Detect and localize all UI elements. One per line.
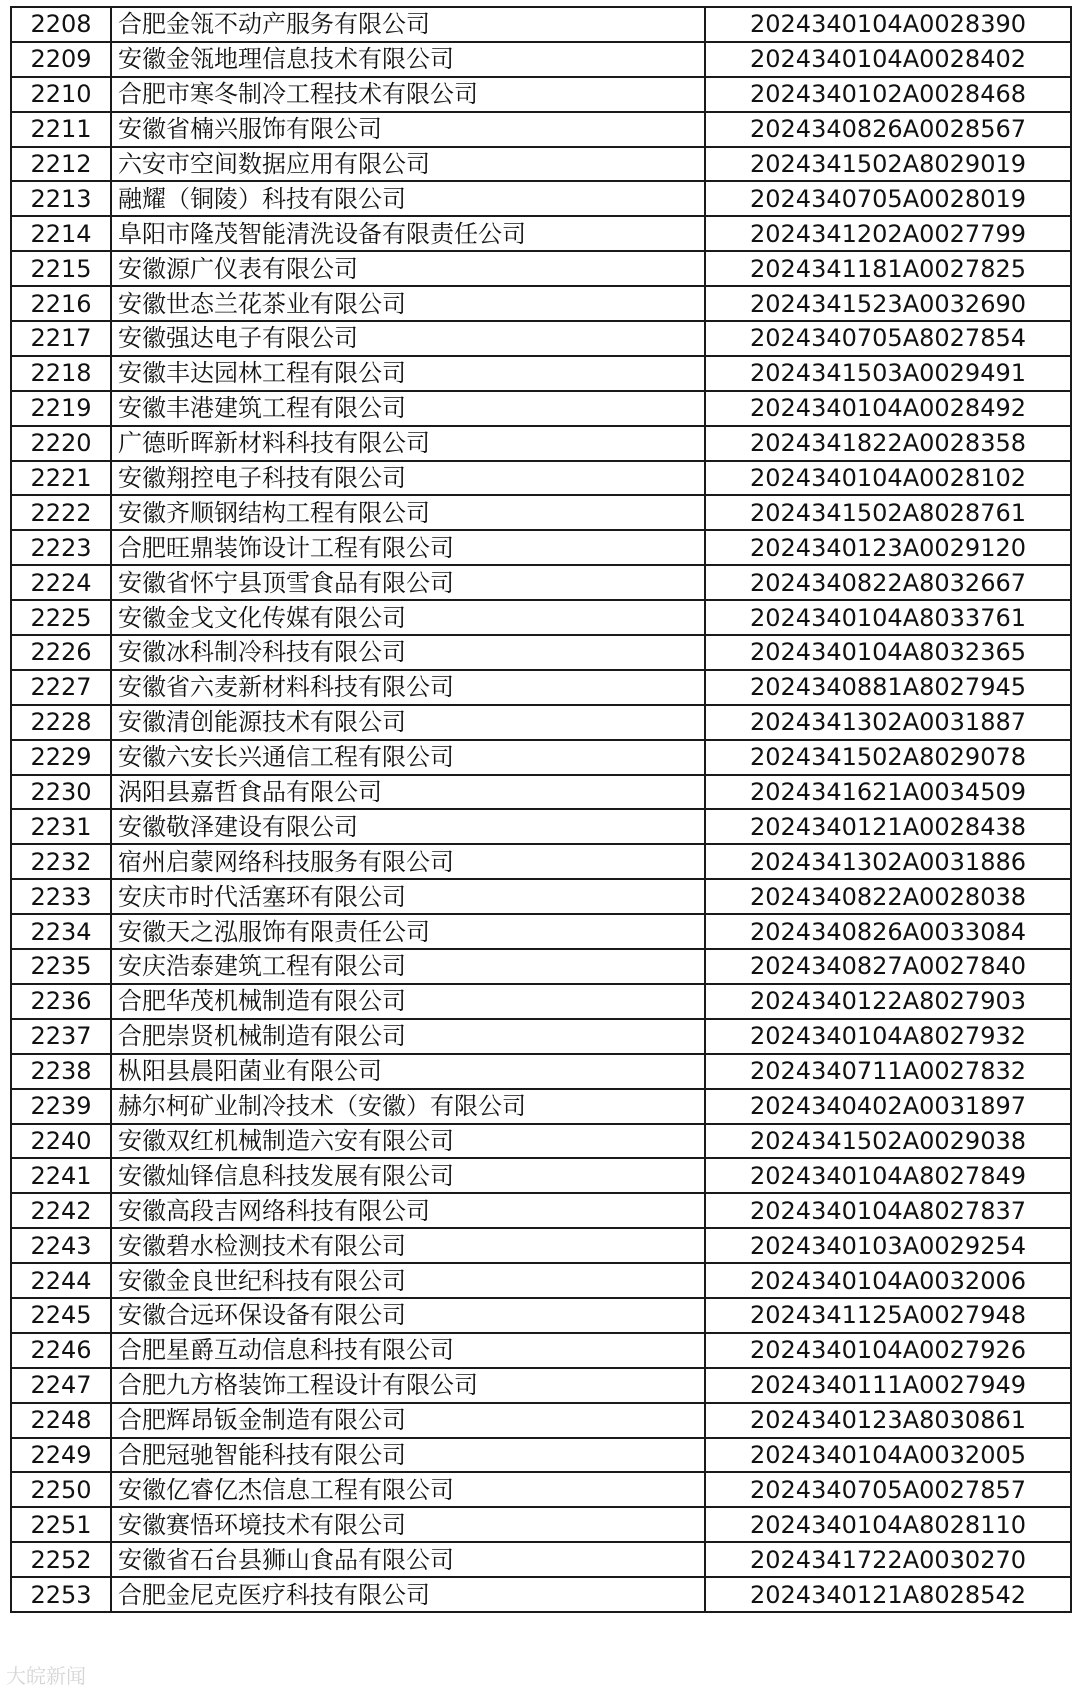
- registration-code-cell: 2024340111A0027949: [705, 1368, 1071, 1403]
- registration-code-cell: 2024340822A8032667: [705, 565, 1071, 600]
- company-name-cell: 融耀（铜陵）科技有限公司: [111, 181, 705, 216]
- table-row: [11, 775, 1071, 810]
- company-name-cell: 安徽高段吉网络科技有限公司: [111, 1193, 705, 1228]
- table-row: [11, 1298, 1071, 1333]
- row-number-cell: 2234: [11, 914, 111, 949]
- table-row: [11, 879, 1071, 914]
- registration-code-cell: 2024340103A0029254: [705, 1228, 1071, 1263]
- table-row: [11, 1438, 1071, 1473]
- company-name-cell: 合肥华茂机械制造有限公司: [111, 984, 705, 1019]
- registration-code-cell: 2024340104A0027926: [705, 1333, 1071, 1368]
- company-name-cell: 安庆浩泰建筑工程有限公司: [111, 949, 705, 984]
- registration-code-cell: 2024341503A0029491: [705, 356, 1071, 391]
- registration-code-cell: 2024341502A8029078: [705, 740, 1071, 775]
- registration-code-cell: 2024340826A0033084: [705, 914, 1071, 949]
- registration-code-cell: 2024340122A8027903: [705, 984, 1071, 1019]
- table-row: [11, 809, 1071, 844]
- registration-code-cell: 2024341302A0031887: [705, 705, 1071, 740]
- company-name-cell: 安徽省石台县狮山食品有限公司: [111, 1542, 705, 1577]
- company-name-cell: 安徽省楠兴服饰有限公司: [111, 112, 705, 147]
- row-number-cell: 2249: [11, 1438, 111, 1473]
- registration-code-cell: 2024340104A8027849: [705, 1158, 1071, 1193]
- row-number-cell: 2238: [11, 1054, 111, 1089]
- company-name-cell: 安徽丰达园林工程有限公司: [111, 356, 705, 391]
- row-number-cell: 2214: [11, 216, 111, 251]
- table-row: [11, 286, 1071, 321]
- row-number-cell: 2222: [11, 495, 111, 530]
- row-number-cell: 2218: [11, 356, 111, 391]
- company-name-cell: 安徽敬泽建设有限公司: [111, 809, 705, 844]
- company-name-cell: 涡阳县嘉哲食品有限公司: [111, 775, 705, 810]
- company-name-cell: 合肥星爵互动信息科技有限公司: [111, 1333, 705, 1368]
- registration-code-cell: 2024341181A0027825: [705, 251, 1071, 286]
- company-name-cell: 安徽冰科制冷科技有限公司: [111, 635, 705, 670]
- registration-code-cell: 2024340123A0029120: [705, 530, 1071, 565]
- table-row: [11, 705, 1071, 740]
- company-name-cell: 安徽世态兰花茶业有限公司: [111, 286, 705, 321]
- table-row: [11, 1368, 1071, 1403]
- company-name-cell: 六安市空间数据应用有限公司: [111, 147, 705, 182]
- table-row: [11, 1403, 1071, 1438]
- table-row: [11, 1054, 1071, 1089]
- registration-code-cell: 2024341502A8028761: [705, 495, 1071, 530]
- row-number-cell: 2239: [11, 1089, 111, 1124]
- company-name-cell: 赫尔柯矿业制冷技术（安徽）有限公司: [111, 1089, 705, 1124]
- row-number-cell: 2253: [11, 1577, 111, 1612]
- company-name-cell: 广德昕晖新材料科技有限公司: [111, 426, 705, 461]
- table-row: [11, 251, 1071, 286]
- table-row: [11, 600, 1071, 635]
- row-number-cell: 2251: [11, 1507, 111, 1542]
- row-number-cell: 2208: [11, 7, 111, 42]
- table-row: [11, 1019, 1071, 1054]
- table-row: [11, 1542, 1071, 1577]
- registration-code-cell: 2024340102A0028468: [705, 77, 1071, 112]
- table-row: [11, 356, 1071, 391]
- company-name-cell: 安徽齐顺钢结构工程有限公司: [111, 495, 705, 530]
- table-row: [11, 844, 1071, 879]
- company-name-cell: 合肥崇贤机械制造有限公司: [111, 1019, 705, 1054]
- company-name-cell: 阜阳市隆茂智能清洗设备有限责任公司: [111, 216, 705, 251]
- company-name-cell: 安徽金戈文化传媒有限公司: [111, 600, 705, 635]
- registration-code-cell: 2024340104A0028402: [705, 42, 1071, 77]
- registration-code-cell: 2024340705A8027854: [705, 321, 1071, 356]
- table-row: [11, 1507, 1071, 1542]
- row-number-cell: 2223: [11, 530, 111, 565]
- table-row: [11, 1228, 1071, 1263]
- row-number-cell: 2228: [11, 705, 111, 740]
- row-number-cell: 2230: [11, 775, 111, 810]
- row-number-cell: 2246: [11, 1333, 111, 1368]
- registration-code-cell: 2024340104A8032365: [705, 635, 1071, 670]
- row-number-cell: 2252: [11, 1542, 111, 1577]
- row-number-cell: 2226: [11, 635, 111, 670]
- registration-code-cell: 2024340123A8030861: [705, 1403, 1071, 1438]
- company-name-cell: 合肥九方格装饰工程设计有限公司: [111, 1368, 705, 1403]
- company-name-cell: 合肥市寒冬制冷工程技术有限公司: [111, 77, 705, 112]
- row-number-cell: 2210: [11, 77, 111, 112]
- table-row: [11, 391, 1071, 426]
- company-name-cell: 安徽六安长兴通信工程有限公司: [111, 740, 705, 775]
- table-row: [11, 949, 1071, 984]
- row-number-cell: 2224: [11, 565, 111, 600]
- table-row: [11, 1577, 1071, 1612]
- company-name-cell: 安徽赛悟环境技术有限公司: [111, 1507, 705, 1542]
- registration-code-cell: 2024340827A0027840: [705, 949, 1071, 984]
- registration-code-cell: 2024340705A0027857: [705, 1472, 1071, 1507]
- company-name-cell: 安徽双红机械制造六安有限公司: [111, 1124, 705, 1159]
- company-name-cell: 安徽亿睿亿杰信息工程有限公司: [111, 1472, 705, 1507]
- row-number-cell: 2225: [11, 600, 111, 635]
- table-row: [11, 216, 1071, 251]
- row-number-cell: 2250: [11, 1472, 111, 1507]
- table-row: [11, 112, 1071, 147]
- row-number-cell: 2236: [11, 984, 111, 1019]
- company-name-cell: 安庆市时代活塞环有限公司: [111, 879, 705, 914]
- registration-code-cell: 2024340822A0028038: [705, 879, 1071, 914]
- row-number-cell: 2215: [11, 251, 111, 286]
- registration-code-cell: 2024341502A0029038: [705, 1124, 1071, 1159]
- row-number-cell: 2212: [11, 147, 111, 182]
- registration-code-cell: 2024340104A8028110: [705, 1507, 1071, 1542]
- registration-code-cell: 2024340121A8028542: [705, 1577, 1071, 1612]
- row-number-cell: 2247: [11, 1368, 111, 1403]
- watermark-logo: 大皖新闻: [6, 1664, 86, 1688]
- registration-code-cell: 2024340711A0027832: [705, 1054, 1071, 1089]
- registration-code-cell: 2024340104A0028390: [705, 7, 1071, 42]
- table-row: [11, 42, 1071, 77]
- company-name-cell: 安徽灿铎信息科技发展有限公司: [111, 1158, 705, 1193]
- registration-code-cell: 2024340104A0028102: [705, 461, 1071, 496]
- row-number-cell: 2217: [11, 321, 111, 356]
- table-row: [11, 1263, 1071, 1298]
- company-name-cell: 宿州启蒙网络科技服务有限公司: [111, 844, 705, 879]
- table-row: [11, 740, 1071, 775]
- row-number-cell: 2248: [11, 1403, 111, 1438]
- table-row: [11, 1089, 1071, 1124]
- registration-code-cell: 2024340104A8027837: [705, 1193, 1071, 1228]
- company-name-cell: 枞阳县晨阳菌业有限公司: [111, 1054, 705, 1089]
- table-row: [11, 426, 1071, 461]
- registration-code-cell: 2024341125A0027948: [705, 1298, 1071, 1333]
- company-name-cell: 安徽金良世纪科技有限公司: [111, 1263, 705, 1298]
- row-number-cell: 2243: [11, 1228, 111, 1263]
- company-name-cell: 合肥金瓴不动产服务有限公司: [111, 7, 705, 42]
- row-number-cell: 2240: [11, 1124, 111, 1159]
- company-name-cell: 合肥辉昂钣金制造有限公司: [111, 1403, 705, 1438]
- table-row: [11, 1193, 1071, 1228]
- row-number-cell: 2232: [11, 844, 111, 879]
- row-number-cell: 2219: [11, 391, 111, 426]
- table-row: [11, 565, 1071, 600]
- registration-code-cell: 2024341502A8029019: [705, 147, 1071, 182]
- registration-code-cell: 2024340121A0028438: [705, 809, 1071, 844]
- registration-code-cell: 2024340826A0028567: [705, 112, 1071, 147]
- row-number-cell: 2242: [11, 1193, 111, 1228]
- table-row: [11, 461, 1071, 496]
- table-row: [11, 1124, 1071, 1159]
- company-name-cell: 安徽丰港建筑工程有限公司: [111, 391, 705, 426]
- registration-code-cell: 2024340104A8033761: [705, 600, 1071, 635]
- row-number-cell: 2237: [11, 1019, 111, 1054]
- row-number-cell: 2229: [11, 740, 111, 775]
- company-name-cell: 安徽源广仪表有限公司: [111, 251, 705, 286]
- company-name-cell: 合肥旺鼎装饰设计工程有限公司: [111, 530, 705, 565]
- company-name-cell: 安徽省怀宁县顶雪食品有限公司: [111, 565, 705, 600]
- table-row: [11, 181, 1071, 216]
- table-row: [11, 7, 1071, 42]
- company-name-cell: 合肥冠驰智能科技有限公司: [111, 1438, 705, 1473]
- table-row: [11, 635, 1071, 670]
- table-row: [11, 984, 1071, 1019]
- company-name-cell: 安徽合远环保设备有限公司: [111, 1298, 705, 1333]
- registration-code-cell: 2024340402A0031897: [705, 1089, 1071, 1124]
- company-name-cell: 安徽天之泓服饰有限责任公司: [111, 914, 705, 949]
- row-number-cell: 2245: [11, 1298, 111, 1333]
- row-number-cell: 2211: [11, 112, 111, 147]
- company-name-cell: 安徽强达电子有限公司: [111, 321, 705, 356]
- company-name-cell: 安徽金瓴地理信息技术有限公司: [111, 42, 705, 77]
- table-row: [11, 530, 1071, 565]
- row-number-cell: 2209: [11, 42, 111, 77]
- table-row: [11, 147, 1071, 182]
- table-row: [11, 914, 1071, 949]
- table-row: [11, 321, 1071, 356]
- company-name-cell: 安徽翔控电子科技有限公司: [111, 461, 705, 496]
- registration-code-cell: 2024340104A0028492: [705, 391, 1071, 426]
- row-number-cell: 2231: [11, 809, 111, 844]
- registration-code-cell: 2024341722A0030270: [705, 1542, 1071, 1577]
- company-name-cell: 合肥金尼克医疗科技有限公司: [111, 1577, 705, 1612]
- registration-code-cell: 2024340881A8027945: [705, 670, 1071, 705]
- row-number-cell: 2221: [11, 461, 111, 496]
- company-name-cell: 安徽省六麦新材料科技有限公司: [111, 670, 705, 705]
- registration-code-cell: 2024340705A0028019: [705, 181, 1071, 216]
- company-registry-table: [10, 6, 1072, 1613]
- row-number-cell: 2220: [11, 426, 111, 461]
- registration-code-cell: 2024340104A8027932: [705, 1019, 1071, 1054]
- registration-code-cell: 2024341202A0027799: [705, 216, 1071, 251]
- company-name-cell: 安徽清创能源技术有限公司: [111, 705, 705, 740]
- row-number-cell: 2216: [11, 286, 111, 321]
- table-row: [11, 670, 1071, 705]
- row-number-cell: 2241: [11, 1158, 111, 1193]
- row-number-cell: 2227: [11, 670, 111, 705]
- row-number-cell: 2233: [11, 879, 111, 914]
- registration-code-cell: 2024341523A0032690: [705, 286, 1071, 321]
- table-row: [11, 495, 1071, 530]
- table-row: [11, 1333, 1071, 1368]
- registry-table-body: [11, 7, 1071, 1612]
- registration-code-cell: 2024341822A0028358: [705, 426, 1071, 461]
- row-number-cell: 2244: [11, 1263, 111, 1298]
- table-row: [11, 77, 1071, 112]
- registration-code-cell: 2024340104A0032005: [705, 1438, 1071, 1473]
- company-name-cell: 安徽碧水检测技术有限公司: [111, 1228, 705, 1263]
- row-number-cell: 2213: [11, 181, 111, 216]
- row-number-cell: 2235: [11, 949, 111, 984]
- table-row: [11, 1158, 1071, 1193]
- table-row: [11, 1472, 1071, 1507]
- registration-code-cell: 2024341621A0034509: [705, 775, 1071, 810]
- registration-code-cell: 2024341302A0031886: [705, 844, 1071, 879]
- registration-code-cell: 2024340104A0032006: [705, 1263, 1071, 1298]
